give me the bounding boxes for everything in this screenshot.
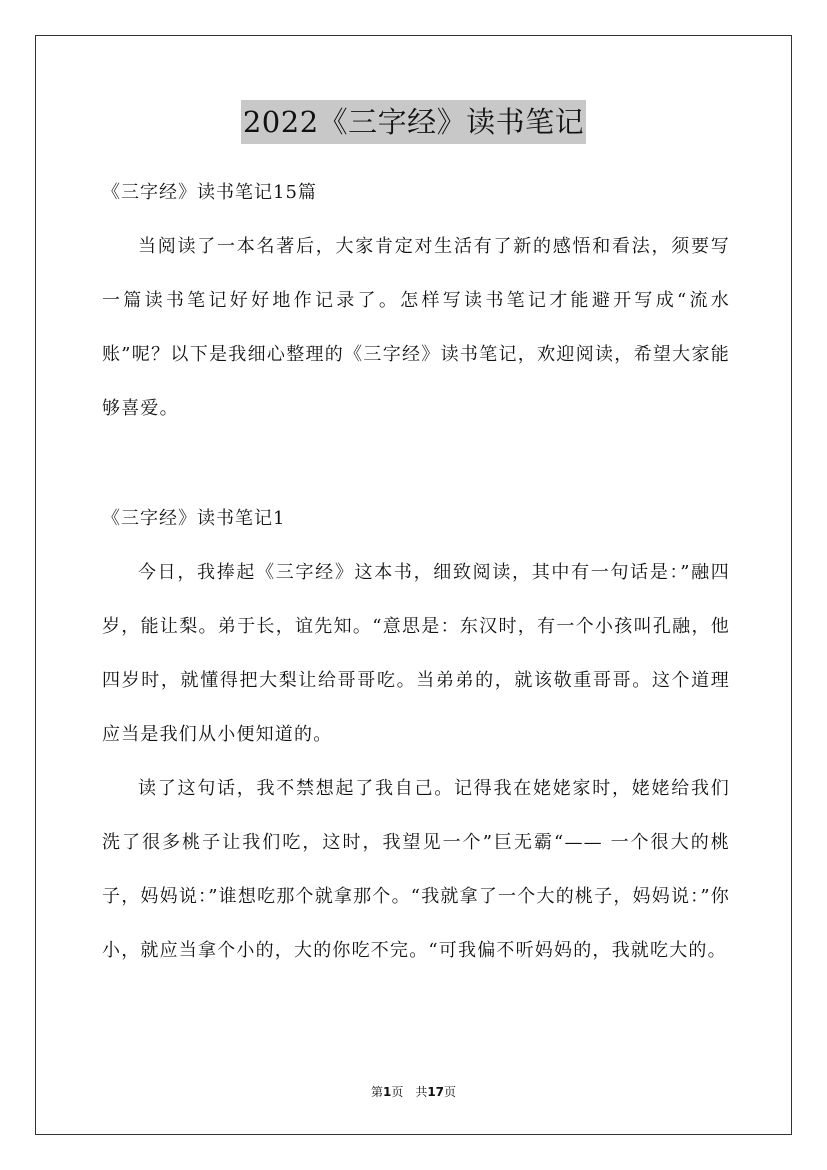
- page-mid: 页 共: [391, 1085, 428, 1099]
- body-paragraph-2: 读了这句话，我不禁想起了我自己。记得我在姥姥家时，姥姥给我们洗了很多桃子让我们吃，这时，我望见一个”巨无霸“—— 一个很大的桃子，妈妈说：”谁想吃那个就拿那个。“我就拿了一个大的桃子，妈妈说：”你小，就应当拿个小的，大的你吃不完。“可我偏不听妈妈的，我就吃大的。: [102, 778, 730, 961]
- intro-paragraph: [102, 220, 730, 436]
- page-total: 17: [427, 1085, 445, 1099]
- page-current: 1: [382, 1085, 392, 1099]
- section-heading: 《三字经》读书笔记1: [102, 508, 286, 529]
- document-subtitle: 《三字经》读书笔记15篇: [102, 182, 317, 203]
- page-suffix: 页: [444, 1085, 457, 1099]
- body-paragraph-1: 今日，我捧起《三字经》这本书，细致阅读，其中有一句话是：”融四岁，能让梨。弟于长，谊先知。“意思是：东汉时，有一个小孩叫孔融，他四岁时，就懂得把大梨让给哥哥吃。当弟弟的，就该敬重哥哥。这个道理应当是我们从小便知道的。: [102, 562, 730, 745]
- intro-text: 当阅读了一本名著后，大家肯定对生活有了新的感悟和看法，须要写一篇读书笔记好好地作记录了。怎样写读书笔记才能避开写成“流水账”呢？以下是我细心整理的《三字经》读书笔记，欢迎阅读，希望大家能够喜爱。: [102, 236, 730, 419]
- title-container: [0, 100, 827, 144]
- page-prefix: 第: [370, 1085, 383, 1099]
- document-title: 2022《三字经》读书笔记: [241, 100, 586, 144]
- body-paragraphs: [102, 546, 730, 978]
- page-footer: [0, 1083, 827, 1101]
